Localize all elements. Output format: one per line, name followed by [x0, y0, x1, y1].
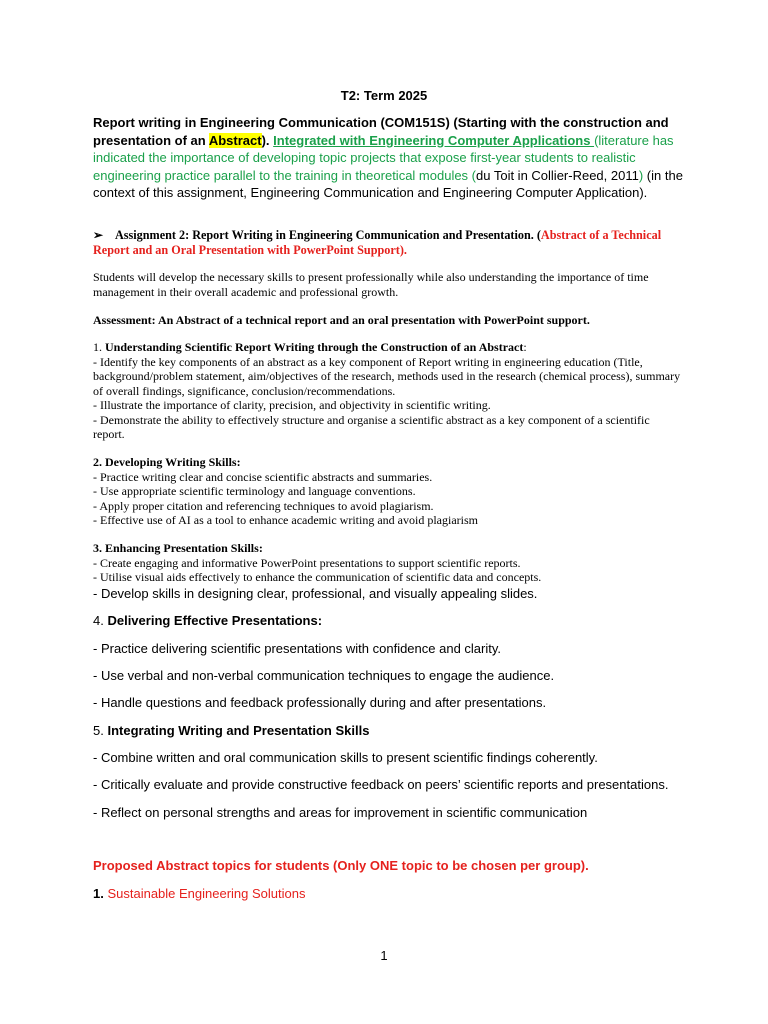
- list-item: - Develop skills in designing clear, professional, and visually appealing slides.: [93, 586, 538, 601]
- list-item: - Handle questions and feedback professionally during and after presentations.: [93, 695, 547, 710]
- document-title: T2: Term 2025: [340, 88, 428, 103]
- intro-green-text: (literature has indicated the importance of developing topic projects that expose first-year students to realistic engineering practice parallel to the training in theoretical modules (: [93, 132, 674, 183]
- section-5-heading: [93, 722, 693, 739]
- assignment-heading: [93, 228, 688, 257]
- section-4-heading: [93, 612, 693, 629]
- list-item: - Use appropriate scientific terminology and language conventions.: [93, 484, 416, 498]
- list-item: - Reflect on personal strengths and areas for improvement in scientific communication: [93, 805, 588, 820]
- section-2-title: 2. Developing Writing Skills:: [93, 455, 241, 469]
- section-1-colon: :: [523, 340, 527, 354]
- abstract-highlight: Abstract: [208, 132, 262, 148]
- assessment-line: [93, 313, 683, 328]
- list-item: - Apply proper citation and referencing techniques to avoid plagiarism.: [93, 498, 434, 513]
- list-item: - Use verbal and non-verbal communication techniques to engage the audience.: [93, 668, 555, 683]
- list-item: - Critically evaluate and provide constructive feedback on peers’ scientific reports and presentations.: [93, 777, 669, 792]
- section-5-title: Integrating Writing and Presentation Skills: [107, 723, 370, 738]
- assignment-title: Assignment 2: Report Writing in Engineering Communication and Presentation. (: [115, 228, 541, 242]
- list-item: - Practice writing clear and concise scientific abstracts and summaries.: [93, 469, 433, 484]
- citation: du Toit in Collier-Reed, 2011: [476, 167, 639, 183]
- intro-green-paren: ): [638, 167, 644, 183]
- list-item: - Demonstrate the ability to effectively structure and organise a scientific abstract as a key component of a scientific report.: [93, 412, 650, 441]
- topic-item-1: [93, 886, 305, 901]
- intro-tail-text: (in the context of this assignment, Engineering Communication and Engineering Computer Application).: [93, 167, 683, 201]
- section-3: [93, 541, 683, 585]
- page-number: 1: [380, 948, 388, 963]
- list-item: - Create engaging and informative PowerPoint presentations to support scientific reports.: [93, 555, 521, 570]
- topics-title: Proposed Abstract topics for students (Only ONE topic to be chosen per group).: [93, 858, 589, 873]
- section-5-number: 5.: [93, 723, 108, 738]
- description-paragraph: Students will develop the necessary skills to present professionally while also understanding the importance of time management in their overall academic and professional growth.: [93, 270, 649, 299]
- section-1-title: Understanding Scientific Report Writing through the Construction of an Abstract: [105, 340, 524, 354]
- list-item: - Utilise visual aids effectively to enhance the communication of scientific data and concepts.: [93, 570, 542, 584]
- intro-bold-text-2: ).: [261, 132, 270, 148]
- assessment-text: Assessment: An Abstract of a technical report and an oral presentation with PowerPoint support.: [93, 313, 590, 327]
- arrow-bullet-icon: ➢: [93, 228, 104, 242]
- section-2-heading: [93, 455, 683, 470]
- intro-bold-text-1: Report writing in Engineering Communication (COM151S) (Starting with the construction and presentation of an: [93, 115, 669, 148]
- section-1: [93, 340, 683, 442]
- topic-1-text: Sustainable Engineering Solutions: [103, 886, 306, 901]
- list-item: - Combine written and oral communication skills to present scientific findings coherently.: [93, 750, 598, 765]
- section-3-heading: [93, 541, 683, 556]
- section-1-heading: [93, 340, 683, 355]
- list-item: - Effective use of AI as a tool to enhance academic writing and avoid plagiarism: [93, 513, 478, 527]
- list-item: - Illustrate the importance of clarity, precision, and objectivity in scientific writing.: [93, 398, 491, 412]
- section-1-number: 1.: [93, 340, 105, 354]
- section-4-title: Delivering Effective Presentations:: [107, 613, 323, 628]
- assignment-red-text: Abstract of a Technical Report and an Oral Presentation with PowerPoint Support).: [93, 228, 662, 257]
- section-4-number: 4.: [93, 613, 108, 628]
- topic-1-number: 1.: [93, 886, 104, 901]
- intro-paragraph: [93, 114, 688, 202]
- section-2: [93, 455, 683, 528]
- section-3-title: 3. Enhancing Presentation Skills:: [93, 541, 263, 555]
- integrated-link[interactable]: Integrated with Engineering Computer Applications: [273, 132, 595, 148]
- list-item: - Practice delivering scientific presentations with confidence and clarity.: [93, 641, 502, 656]
- list-item: - Identify the key components of an abstract as a key component of Report writing in engineering education (Title, background/problem statement, aim/objectives of the research, methods used in the research (chemical process), summary of overall findings, significance, conclusion/recommendations.: [93, 354, 681, 398]
